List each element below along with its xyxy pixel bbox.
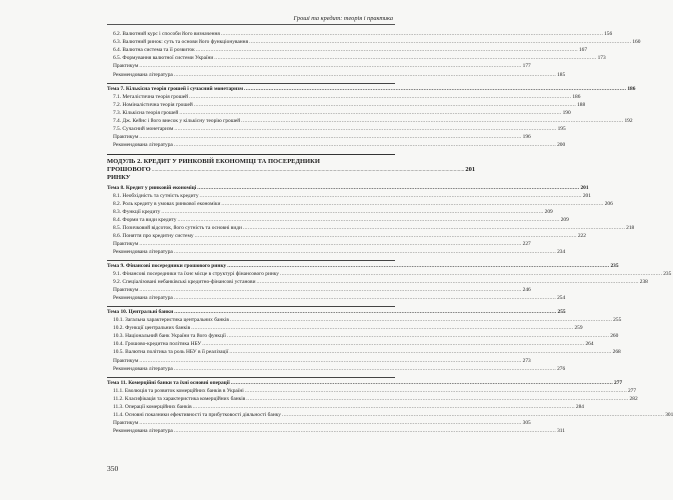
toc-entry — [107, 192, 591, 200]
toc-entry — [107, 200, 613, 208]
toc-entry — [107, 270, 672, 278]
toc-page — [107, 15, 673, 435]
toc-entry-title: 10.5. Валютна політика та роль НБУ в її реалізації — [113, 349, 229, 356]
leader-dots — [174, 294, 556, 302]
toc-section-topic-11 — [107, 377, 673, 435]
toc-entry-page: 277 — [614, 379, 623, 386]
toc-entry-title: Практикум — [113, 287, 139, 294]
toc-entry-page: 255 — [557, 309, 566, 316]
toc-entry — [107, 332, 619, 340]
toc-entry — [107, 133, 531, 141]
leader-dots — [214, 54, 596, 62]
leader-dots — [246, 395, 628, 403]
leader-dots — [245, 387, 627, 395]
leader-dots — [174, 71, 556, 79]
toc-entry-page: 259 — [574, 325, 583, 332]
leader-dots — [152, 166, 465, 174]
toc-entry-title: 8.1. Необхідність та сутність кредиту — [113, 192, 199, 199]
toc-entry-page: 235 — [610, 262, 619, 269]
toc-entry-page: 227 — [522, 240, 531, 247]
toc-entry-page: 190 — [562, 109, 571, 116]
leader-dots — [229, 348, 611, 356]
toc-entry-page: 305 — [522, 419, 531, 426]
leader-dots — [177, 216, 559, 224]
toc-entry-title: 7.4. Дж. Кейнс і його внесок у кількісну теорію грошей — [113, 117, 241, 124]
leader-dots — [174, 141, 556, 149]
toc-entry — [107, 248, 566, 256]
toc-topic-heading — [107, 85, 636, 93]
toc-entry-title: Рекомендована література — [113, 71, 173, 78]
leader-dots — [174, 427, 556, 435]
toc-entry-title: Практикум — [113, 240, 139, 247]
toc-entry-page: 160 — [632, 39, 641, 46]
module-title-row-2 — [107, 166, 476, 182]
toc-entry-page: 218 — [626, 224, 635, 231]
toc-entry-title: Рекомендована література — [113, 365, 173, 372]
toc-entry-title: 10.3. Національний банк України та його функції — [113, 333, 226, 340]
leader-dots — [194, 101, 576, 109]
toc-topic-heading — [107, 184, 589, 192]
toc-entry-title: 8.5. Позичковий відсоток, його сутність та основні види — [113, 224, 242, 231]
toc-entry — [107, 30, 613, 38]
leader-dots — [243, 224, 625, 232]
running-header: Гроші та кредит: теорія і практика — [107, 16, 395, 25]
toc-entry — [107, 340, 594, 348]
toc-entry-title: Рекомендована література — [113, 427, 173, 434]
leader-dots — [231, 379, 613, 387]
toc-entry — [107, 348, 621, 356]
toc-entry-title: 11.1. Еволюція та розвиток комерційних банків в Україні — [113, 387, 244, 394]
leader-dots — [202, 340, 584, 348]
toc-entry — [107, 216, 569, 224]
toc-entry-page: 255 — [613, 317, 622, 324]
toc-entry — [107, 403, 584, 411]
toc-entry-page: 173 — [597, 55, 606, 62]
leader-dots — [174, 365, 556, 373]
toc-entry — [107, 278, 648, 286]
toc-entry — [107, 54, 606, 62]
leader-dots — [139, 240, 521, 248]
leader-dots — [249, 38, 631, 46]
toc-entry-page: 186 — [572, 93, 581, 100]
toc-entry — [107, 427, 565, 435]
toc-entry-page: 273 — [522, 357, 531, 364]
module-page: 201 — [465, 166, 476, 174]
leader-dots — [230, 316, 612, 324]
toc-entry-title: 7.3. Кількісна теорія грошей — [113, 109, 179, 116]
toc-entry-title: 6.5. Формування валютної системи України — [113, 55, 214, 62]
leader-dots — [221, 30, 603, 38]
module-2-heading — [107, 154, 476, 183]
toc-entry — [107, 224, 635, 232]
toc-entry — [107, 101, 586, 109]
toc-entry-title: 11.4. Основні показники ефективності та прибутковості діяльності банку — [113, 411, 281, 418]
leader-dots — [221, 200, 603, 208]
toc-entry — [107, 38, 641, 46]
leader-dots — [227, 262, 609, 270]
toc-entry-page: 268 — [612, 349, 621, 356]
toc-entry-title: Практикум — [113, 419, 139, 426]
toc-section-top — [107, 30, 641, 78]
toc-entry — [107, 316, 622, 324]
leader-dots — [280, 270, 662, 278]
toc-entry-title: 9.1. Фінансові посередники та їхнє місце в структурі фінансового ринку — [113, 271, 279, 278]
toc-entry-page: 238 — [639, 279, 648, 286]
toc-entry-title: Практикум — [113, 357, 139, 364]
toc-entry — [107, 357, 531, 365]
leader-dots — [139, 133, 521, 141]
toc-entry-page: 264 — [585, 341, 594, 348]
toc-section-topic-9 — [107, 260, 672, 302]
toc-entry-page: 301 — [665, 411, 673, 418]
leader-dots — [139, 357, 521, 365]
toc-entry-page: 311 — [557, 427, 565, 434]
toc-entry-title: 8.3. Функції кредиту — [113, 208, 161, 215]
toc-entry-page: 188 — [577, 101, 586, 108]
toc-entry — [107, 286, 531, 294]
toc-entry-page: 260 — [610, 333, 619, 340]
toc-entry-page: 192 — [624, 117, 633, 124]
toc-entry-page: 177 — [522, 63, 531, 70]
toc-entry-title: Практикум — [113, 133, 139, 140]
leader-dots — [197, 184, 579, 192]
toc-topic-heading — [107, 379, 623, 387]
page-number: 350 — [107, 464, 119, 473]
toc-entry — [107, 387, 637, 395]
toc-entry-page: 209 — [544, 208, 553, 215]
toc-entry-page: 277 — [627, 387, 637, 394]
toc-entry-title: 10.2. Функції центральних банків — [113, 325, 191, 332]
toc-entry — [107, 46, 588, 54]
toc-entry-page: 201 — [582, 192, 591, 199]
toc-entry-page: 282 — [629, 395, 638, 402]
toc-entry-page: 254 — [557, 295, 566, 302]
leader-dots — [196, 46, 578, 54]
toc-topic-heading — [107, 262, 619, 270]
toc-entry-title: Рекомендована література — [113, 295, 173, 302]
toc-entry-page: 167 — [578, 47, 588, 54]
toc-entry — [107, 71, 566, 79]
toc-entry-page: 200 — [557, 141, 566, 148]
toc-entry — [107, 109, 571, 117]
leader-dots — [191, 324, 573, 332]
toc-entry — [107, 294, 566, 302]
toc-entry-title: Рекомендована література — [113, 248, 173, 255]
toc-entry-page: 235 — [663, 271, 672, 278]
module-title-line-2: ГРОШОВОГО РИНКУ — [107, 166, 151, 182]
toc-entry — [107, 141, 566, 149]
toc-section-topic-8 — [107, 184, 635, 256]
toc-entry-page: 156 — [604, 31, 613, 38]
toc-entry-page: 195 — [557, 125, 566, 132]
leader-dots — [193, 403, 575, 411]
leader-dots — [139, 62, 521, 70]
leader-dots — [179, 109, 561, 117]
toc-entry-page: 234 — [557, 248, 566, 255]
leader-dots — [161, 208, 543, 216]
toc-entry-title: 8.4. Форми та види кредиту — [113, 216, 177, 223]
toc-entry-title: 10.4. Грошово-кредитна політика НБУ — [113, 341, 202, 348]
toc-entry-title: 6.2. Валютний курс і способи його визначення — [113, 31, 220, 38]
toc-entry-title: 10.1. Загальна характеристика центральних банків — [113, 317, 229, 324]
leader-dots — [200, 192, 582, 200]
toc-entry-page: 186 — [627, 85, 636, 92]
toc-entry-page: 206 — [604, 200, 613, 207]
toc-entry-page: 201 — [580, 184, 589, 191]
leader-dots — [282, 411, 664, 419]
toc-entry — [107, 62, 531, 70]
leader-dots — [244, 85, 626, 93]
toc-entry-title: 7.1. Металістична теорія грошей — [113, 93, 189, 100]
leader-dots — [257, 278, 639, 286]
leader-dots — [174, 125, 556, 133]
toc-section-topic-10 — [107, 306, 622, 372]
toc-topic-heading — [107, 308, 566, 316]
leader-dots — [174, 248, 556, 256]
toc-entry-title: 11.3. Операції комерційних банків — [113, 403, 192, 410]
toc-entry-title: Тема 8. Кредит у ринковій економіці — [107, 184, 197, 191]
toc-entry-page: 196 — [522, 133, 531, 140]
toc-entry-page: 276 — [557, 365, 566, 372]
toc-entry — [107, 117, 633, 125]
toc-entry-title: 11.2. Класифікація та характеристика комерційних банків — [113, 395, 246, 402]
toc-entry — [107, 125, 566, 133]
toc-entry — [107, 208, 553, 216]
toc-entry-page: 209 — [560, 216, 569, 223]
leader-dots — [174, 308, 556, 316]
module-title-line-1: МОДУЛЬ 2. КРЕДИТ У РИНКОВІЙ ЕКОНОМІЦІ ТА ПОСЕРЕДНИКИ — [107, 157, 320, 165]
toc-entry — [107, 365, 566, 373]
toc-section-topic-7 — [107, 83, 636, 149]
leader-dots — [195, 232, 577, 240]
toc-entry-title: 7.2. Номіналістична теорія грошей — [113, 101, 193, 108]
leader-dots — [241, 117, 623, 125]
toc-entry-title: 9.2. Спеціалізовані небанківські кредитно-фінансові установи — [113, 279, 256, 286]
toc-entry-title: 6.3. Валютний ринок: суть та основи його функціонування — [113, 39, 249, 46]
leader-dots — [139, 419, 521, 427]
toc-entry — [107, 411, 673, 419]
toc-entry-title: Тема 7. Кількісна теорія грошей і сучасний монетаризм — [107, 85, 244, 92]
toc-entry-page: 185 — [557, 71, 566, 78]
toc-entry-title: 6.4. Валютна система та її розвиток — [113, 47, 195, 54]
toc-entry — [107, 240, 531, 248]
toc-entry-title: Тема 11. Комерційні банки та їхні основні операції — [107, 379, 230, 386]
toc-entry — [107, 93, 581, 101]
toc-entry-page: 246 — [522, 287, 531, 294]
toc-entry-page: 222 — [577, 232, 586, 239]
toc-entry-title: Тема 9. Фінансові посередники грошового ринку — [107, 262, 227, 269]
toc-entry — [107, 232, 586, 240]
toc-entry-title: Рекомендована література — [113, 141, 173, 148]
leader-dots — [139, 286, 521, 294]
toc-entry-title: 8.6. Поняття про кредитну систему — [113, 232, 194, 239]
toc-entry-page: 284 — [575, 403, 584, 410]
leader-dots — [189, 93, 571, 101]
leader-dots — [227, 332, 609, 340]
toc-entry-title: 7.5. Сучасний монетаризм — [113, 125, 174, 132]
toc-entry — [107, 419, 531, 427]
toc-entry-title: Практикум — [113, 63, 139, 70]
toc-entry — [107, 324, 583, 332]
toc-entry — [107, 395, 638, 403]
toc-entry-title: Тема 10. Центральні банки — [107, 309, 174, 316]
toc-entry-title: 8.2. Роль кредиту в умовах ринкової економіки — [113, 200, 221, 207]
